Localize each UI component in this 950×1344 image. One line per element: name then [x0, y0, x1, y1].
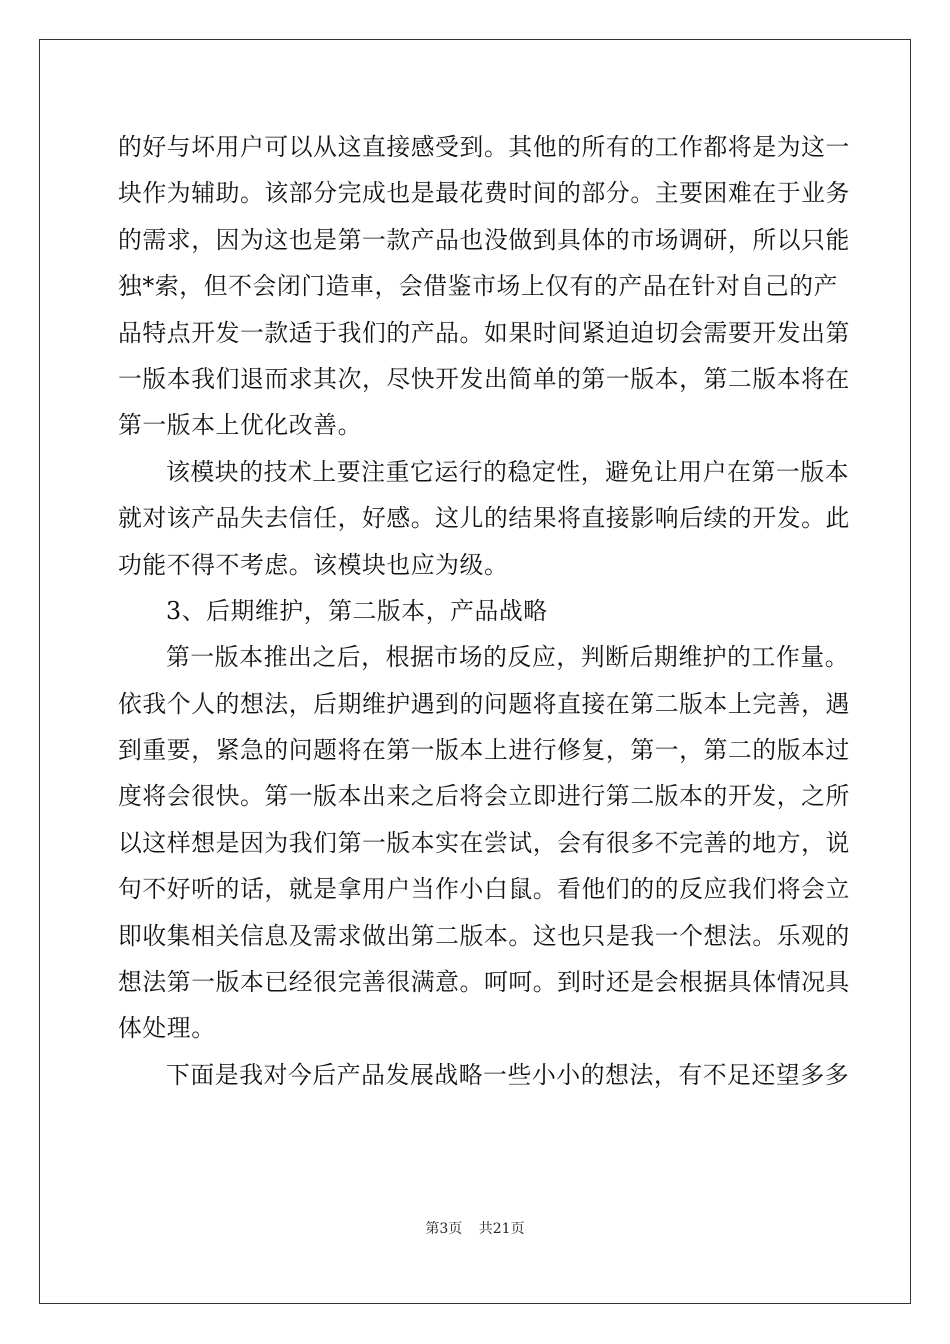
- page-number: 第3页: [425, 1221, 463, 1237]
- text-line: 第一版本上优化改善。: [118, 411, 362, 440]
- text-line: 就对该产品失去信任，好感。这儿的结果将直接影响后续的开发。此: [118, 504, 850, 533]
- text-line: 到重要，紧急的问题将在第一版本上进行修复，第一，第二的版本过: [118, 736, 850, 765]
- text-line: 第一版本推出之后，根据市场的反应，判断后期维护的工作量。: [166, 643, 850, 672]
- text-line: 体处理。: [118, 1014, 216, 1043]
- text-line: 以这样想是因为我们第一版本实在尝试，会有很多不完善的地方，说: [118, 828, 850, 857]
- text-line: 一版本我们退而求其次，尽快开发出简单的第一版本，第二版本将在: [118, 364, 850, 393]
- text-line: 想法第一版本已经很完善很满意。呵呵。到时还是会根据具体情况具: [118, 968, 850, 997]
- text-line: 度将会很快。第一版本出来之后将会立即进行第二版本的开发，之所: [118, 782, 850, 811]
- text-line: 下面是我对今后产品发展战略一些小小的想法，有不足还望多多: [166, 1060, 850, 1089]
- text-line: 的需求，因为这也是第一款产品也没做到具体的市场调研，所以只能: [118, 225, 850, 254]
- text-line: 的好与坏用户可以从这直接感受到。其他的所有的工作都将是为这一: [118, 133, 850, 161]
- text-line: 功能不得不考虑。该模块也应为级。: [118, 550, 509, 579]
- text-line: 品特点开发一款适于我们的产品。如果时间紧迫迫切会需要开发出第: [118, 318, 850, 347]
- text-line: 依我个人的想法，后期维护遇到的问题将直接在第二版本上完善，遇: [118, 689, 850, 718]
- text-line: 句不好听的话，就是拿用户当作小白鼠。看他们的的反应我们将会立: [118, 875, 850, 904]
- page-total: 共21页: [478, 1221, 525, 1237]
- text-line: 独*索，但不会闭门造車，会借鉴市场上仅有的产品在针对自己的产: [118, 272, 839, 301]
- text-line: 即收集相关信息及需求做出第二版本。这也只是我一个想法。乐观的: [118, 921, 850, 950]
- section-heading: 3、后期维护，第二版本，产品战略: [166, 596, 548, 625]
- document-body: [118, 124, 850, 1098]
- page-footer: [0, 1218, 950, 1238]
- text-line: 该模块的技术上要注重它运行的稳定性，避免让用户在第一版本: [166, 457, 850, 486]
- text-line: 块作为辅助。该部分完成也是最花费时间的部分。主要困难在于业务: [118, 179, 850, 208]
